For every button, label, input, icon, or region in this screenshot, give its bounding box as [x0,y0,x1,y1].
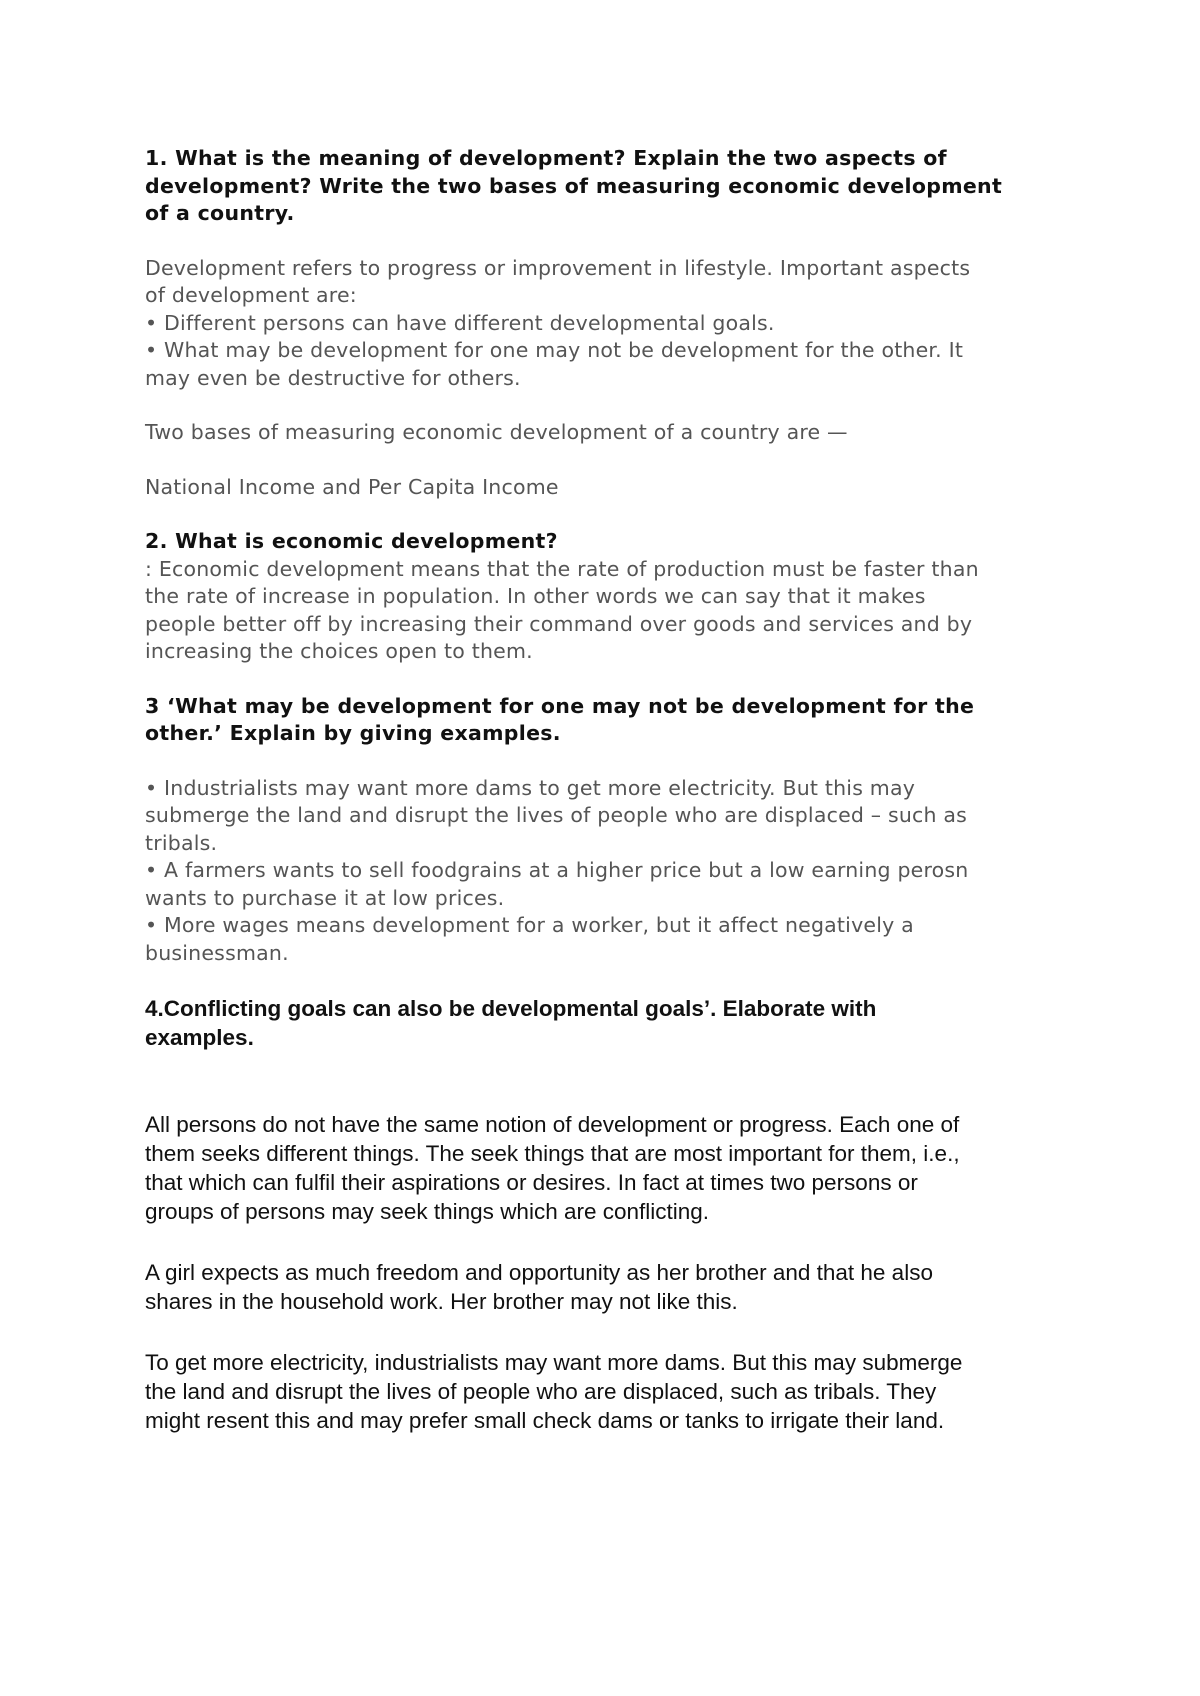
answer-line: people better off by increasing their command over goods and services and by [145,611,973,636]
paragraph-line: All persons do not have the same notion of development or progress. Each one of [145,1112,960,1137]
question-4-title [145,994,1065,1052]
answer-line: of development are: [145,283,357,307]
question-4-title-line: examples. [145,1025,254,1050]
answer-line: submerge the land and disrupt the lives of people who are displaced – such as [145,803,968,827]
answer-bullet: • More wages means development for a worker, but it affect negatively a [145,913,914,937]
question-1-title-line: 1. What is the meaning of development? Explain the two aspects of [145,146,947,170]
question-4-paragraph-2 [145,1258,1065,1316]
question-1-bases-answer: National Income and Per Capita Income [145,474,559,499]
paragraph-line: shares in the household work. Her brother may not like this. [145,1289,738,1314]
question-3-title-line: 3 ‘What may be development for one may not be development for the [145,693,975,718]
question-2-title: 2. What is economic development? [145,529,558,553]
question-4-title-line: 4.Conflicting goals can also be developmental goals’. Elaborate with [145,996,877,1021]
document-content [145,145,1065,1435]
answer-line: : Economic development means that the rate of production must be faster than [145,556,979,581]
question-1-title [145,145,1065,228]
answer-line: wants to purchase it at low prices. [145,885,505,910]
paragraph-line: the land and disrupt the lives of people who are displaced, such as tribals. They [145,1379,937,1404]
answer-line: may even be destructive for others. [145,365,521,390]
paragraph-line: that which can fulfil their aspirations or desires. In fact at times two persons or [145,1170,918,1195]
paragraph-line: To get more electricity, industrialists may want more dams. But this may submerge [145,1350,963,1375]
question-4-paragraph-3 [145,1348,1065,1435]
answer-line: increasing the choices open to them. [145,639,533,663]
answer-bullet: • What may be development for one may not be development for the other. It [145,338,964,362]
question-3-answer [145,775,1065,968]
answer-line: Development refers to progress or improvement in lifestyle. Important aspects [145,255,971,280]
paragraph-line: groups of persons may seek things which are conflicting. [145,1199,710,1224]
answer-bullet: • Industrialists may want more dams to get more electricity. But this may [145,775,916,800]
question-1-bases-intro: Two bases of measuring economic development of a country are — [145,420,848,444]
question-2-answer [145,556,1065,666]
question-3-title [145,693,1065,748]
answer-line: tribals. [145,830,218,855]
question-1-title-line: development? Write the two bases of measuring economic development [145,173,1003,198]
question-1-title-line: of a country. [145,201,295,225]
answer-line: businessman. [145,940,289,965]
answer-line: the rate of increase in population. In other words we can say that it makes [145,584,926,608]
question-3-title-line: other.’ Explain by giving examples. [145,721,561,745]
paragraph-line: them seeks different things. The seek things that are most important for them, i.e., [145,1141,960,1166]
paragraph-line: A girl expects as much freedom and opportunity as her brother and that he also [145,1260,933,1285]
answer-bullet: • A farmers wants to sell foodgrains at a higher price but a low earning perosn [145,858,969,882]
question-4-paragraph-1 [145,1110,1065,1226]
paragraph-line: might resent this and may prefer small check dams or tanks to irrigate their land. [145,1408,945,1433]
answer-bullet: • Different persons can have different developmental goals. [145,310,775,335]
question-1-answer [145,255,1065,393]
